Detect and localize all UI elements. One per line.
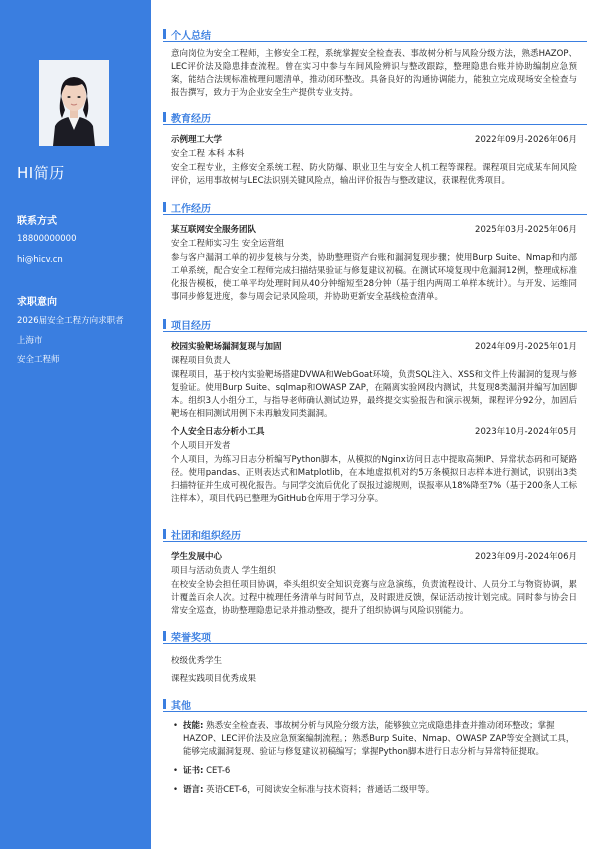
education-date: 2022年09月-2026年06月 [475,135,577,145]
education-text: 安全工程专业，主修安全系统工程、防火防爆、职业卫生与安全人机工程等课程。课程项目完成某车间风险评价，运用事故树与LEC法识别关键风险点，输出评价报告与整改建议，获课程优秀项目。 [171,163,577,186]
school-name: 示例理工大学 [171,135,223,145]
summary-text: 意向岗位为安全工程师，主修安全工程，系统掌握安全检查表、事故树分析与风险分级方法，熟悉HAZOP、LEC评价法及隐患排查流程。曾在实习中参与车间风险辨识与整改跟踪，整理隐患台账并协助编制应急预案，能结合法规标准梳理问题清单，推动闭环整改。具备良好的沟通协调能力，能独立完成现场安全检查与报告撰写，致力于为企业安全生产提供专业支持。 [171,49,577,98]
section-heading: 社团和组织经历 [163,526,587,542]
award-item: 校级优秀学生 [171,656,223,666]
project-role: 个人项目开发者 [171,441,231,451]
club-role: 项目与活动负责人 学生组织 [171,566,276,576]
section-heading: 其他 [163,696,587,712]
project-row [163,423,587,439]
portrait-image [39,60,109,146]
contact-heading: 联系方式 [17,216,57,227]
sidebar [0,0,151,849]
language-item: • 语言: 英语CET-6，可阅读安全标准与技术资料；普通话二级甲等。 [171,784,577,797]
work-text: 参与客户漏洞工单的初步复核与分类，协助整理资产台账和漏洞复现步骤；使用Burp Suite、Nmap和内部工单系统，配合安全工程师完成扫描结果验证与修复建议初稿。在测试环境复现中危漏洞12例，整理成标准化报告模板，使工单平均处理时间从40分钟缩短至28分钟（基于组内两周工单样本统计）。与开发、运维同事同步修复进度，参与周会记录风险项，并协助更新安全基线检查清单。 [171,253,577,302]
profile-photo [39,60,109,146]
award-item: 课程实践项目优秀成果 [171,674,257,684]
section-heading: 教育经历 [163,109,587,125]
project-text: 个人项目，为练习日志分析编写Python脚本，从模拟的Nginx访问日志中提取高频IP、异常状态码和可疑路径。使用pandas、正则表达式和Matplotlib，在本地虚拟机对约5万条模拟日志样本进行测试，识别出3类扫描特征并生成可视化报告。与同学交流后优化了误报过滤规则，误报率从18%降至7%（基于200条人工标注样本），项目代码已整理为GitHub仓库用于学习分享。 [171,455,577,504]
resume-main [163,0,587,849]
work-date: 2025年03月-2025年06月 [475,225,577,235]
intent-item: 安全工程师 [17,355,60,365]
club-section [163,526,587,618]
others-section [163,696,587,799]
project-date: 2024年09月-2025年01月 [475,342,577,352]
project-name: 个人安全日志分析小工具 [171,427,265,437]
others-list [163,720,587,797]
contact-email: hi@hicv.cn [17,255,63,265]
project-row [163,338,587,354]
education-section [163,109,587,188]
contact-phone: 18800000000 [17,234,77,244]
intent-item: 上海市 [17,336,43,346]
section-heading: 项目经历 [163,316,587,332]
projects-section [163,316,587,506]
project-name: 校园实验靶场漏洞复现与加固 [171,342,282,352]
club-row [163,548,587,564]
education-row [163,131,587,147]
club-date: 2023年09月-2024年06月 [475,552,577,562]
awards-section [163,628,587,688]
work-role: 安全工程师实习生 安全运营组 [171,239,285,249]
education-role: 安全工程 本科 本科 [171,149,245,159]
club-text: 在校安全协会担任项目协调，牵头组织安全知识竞赛与应急演练，负责流程设计、人员分工与物资协调，累计覆盖百余人次。过程中梳理任务清单与时间节点，及时跟进反馈，保证活动按计划完成。同时参与协会日常安全巡查，协助整理隐患记录并推动整改，提升了组织协调与风险识别能力。 [171,580,577,616]
company-name: 某互联网安全服务团队 [171,225,257,235]
work-section [163,199,587,304]
section-heading: 工作经历 [163,199,587,215]
section-heading: 个人总结 [163,26,587,42]
certificate-item: • 证书: CET-6 [171,765,577,778]
project-role: 课程项目负责人 [171,356,231,366]
work-row [163,221,587,237]
intent-heading: 求职意向 [17,297,57,308]
skill-item: • 技能: 熟悉安全检查表、事故树分析与风险分级方法，能够独立完成隐患排查并推动闭环整改；掌握HAZOP、LEC评价法及应急预案编制流程。；熟悉Burp Suite、Nmap、OWASP ZAP等安全测试工具，能够完成漏洞复现、验证与修复建议初稿编写；掌握Python脚本进行日志分析与异常特征提取。 [171,720,577,759]
resume-title: HI简历 [17,164,65,182]
section-heading: 荣誉奖项 [163,628,587,644]
summary-section [163,26,587,100]
project-date: 2023年10月-2024年05月 [475,427,577,437]
intent-item: 2026届安全工程方向求职者 [17,316,124,326]
project-text: 课程项目，基于校内实验靶场搭建DVWA和WebGoat环境，负责SQL注入、XSS和文件上传漏洞的复现与修复验证。使用Burp Suite、sqlmap和OWASP ZAP，在隔离实验网段内测试，共复现8类漏洞并编写加固脚本。组织3人小组分工，与指导老师确认测试边界，最终提交实验报告和演示视频，课程评分92分，加固后靶场在相同测试用例下未再触发同类漏洞。 [171,370,577,419]
club-org: 学生发展中心 [171,552,223,562]
